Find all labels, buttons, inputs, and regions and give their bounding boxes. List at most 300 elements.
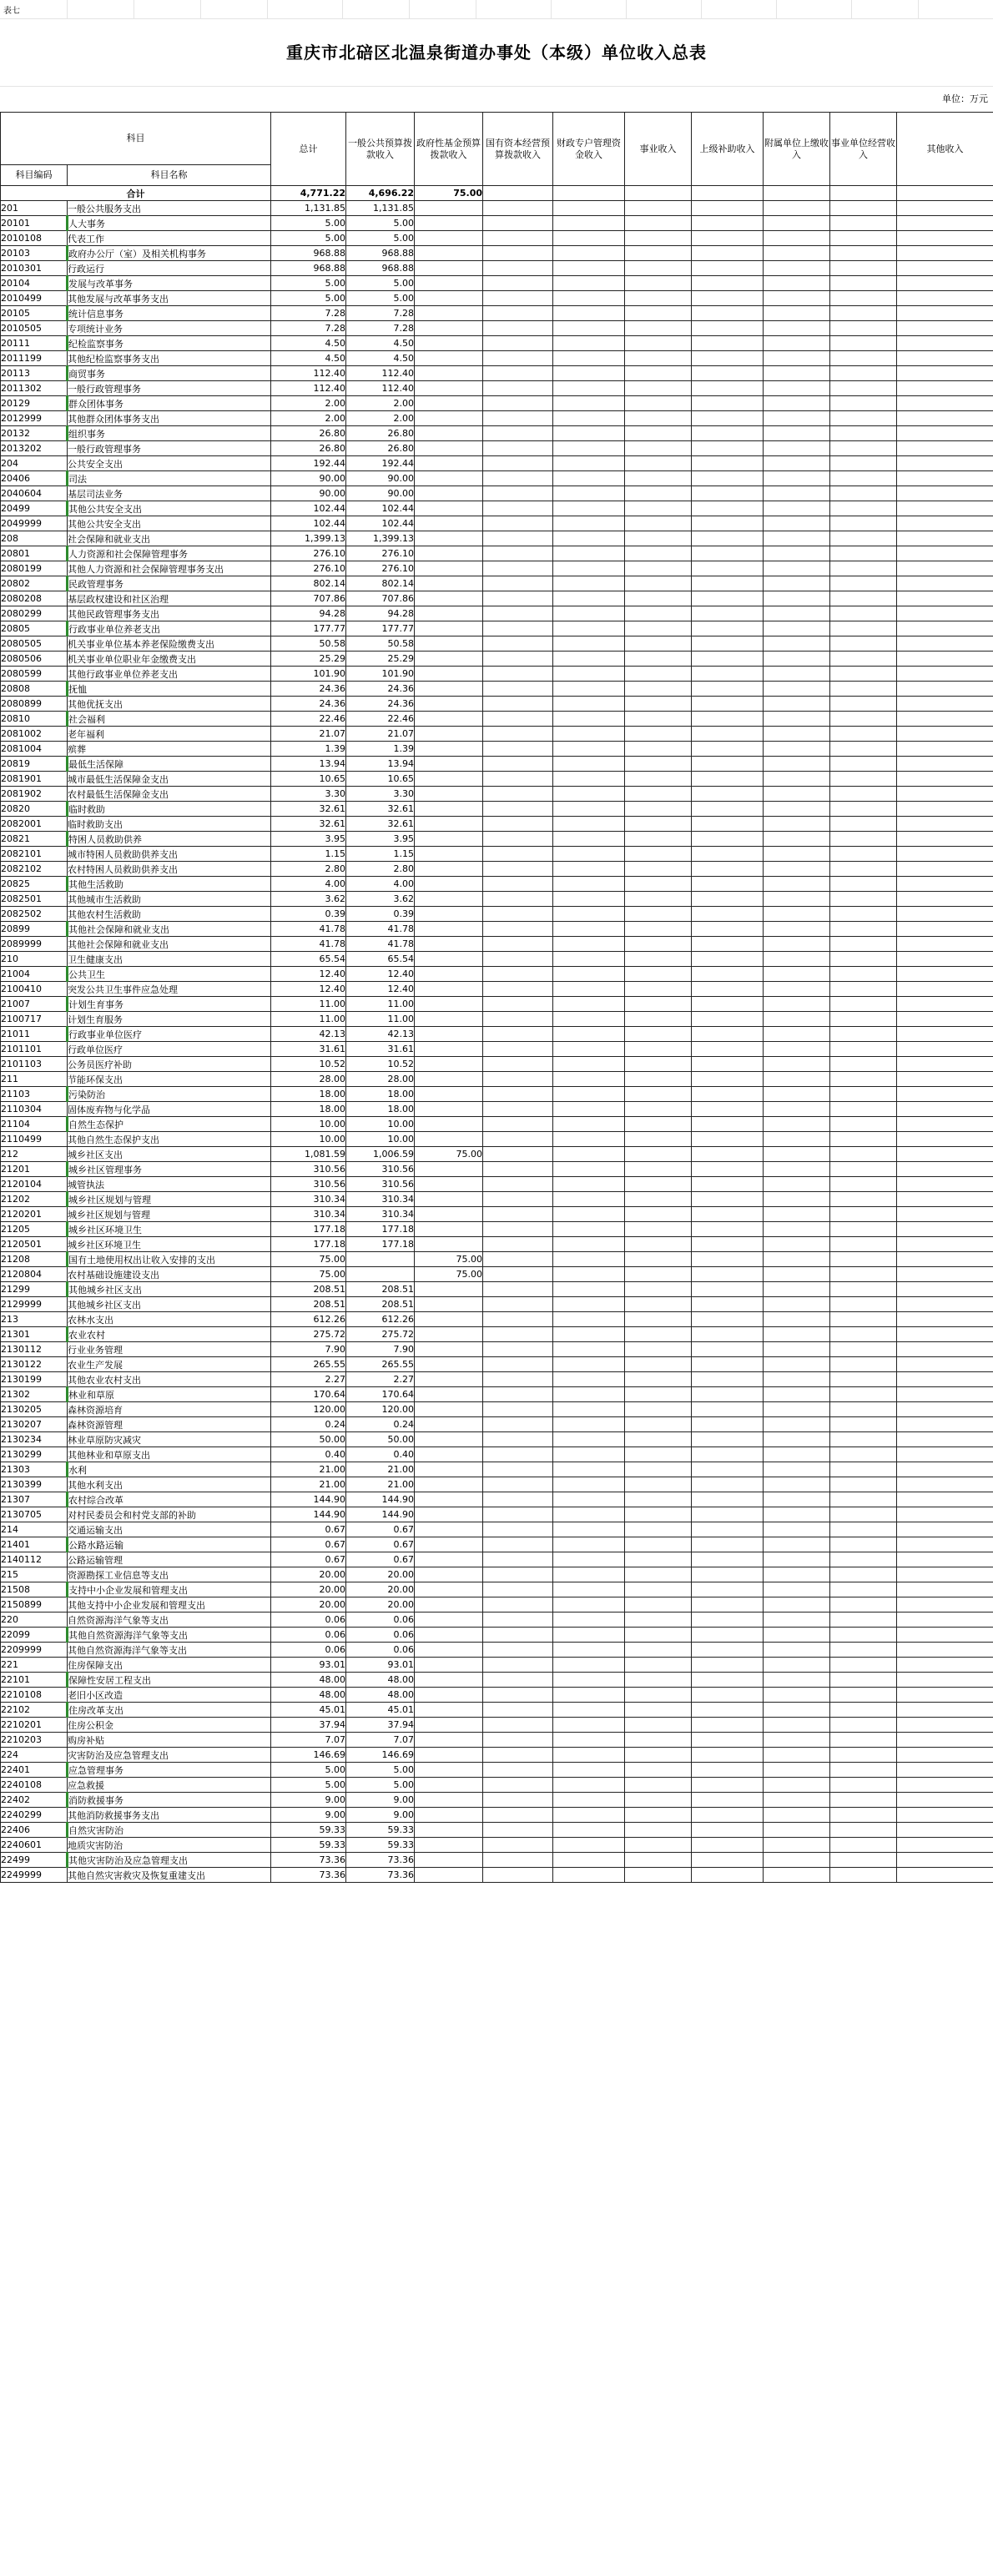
empty-cell [764, 1793, 830, 1808]
subject-code-cell: 21004 [1, 967, 68, 982]
empty-cell [830, 1177, 897, 1192]
subject-code-cell: 221 [1, 1658, 68, 1673]
empty-cell [692, 697, 764, 712]
table-row [1, 516, 993, 531]
empty-cell [830, 1087, 897, 1102]
general-budget-cell: 208.51 [346, 1282, 415, 1297]
subject-code-cell: 2210203 [1, 1733, 68, 1748]
empty-cell [897, 1117, 993, 1132]
empty-cell [830, 937, 897, 952]
table-row [1, 1282, 993, 1297]
empty-cell [764, 1222, 830, 1237]
empty-cell [553, 1282, 625, 1297]
empty-cell [764, 486, 830, 501]
empty-cell [625, 1838, 692, 1853]
total-cell: 112.40 [271, 381, 346, 396]
general-budget-cell: 310.34 [346, 1192, 415, 1207]
empty-cell [764, 652, 830, 667]
table-row [1, 1417, 993, 1432]
empty-cell [625, 486, 692, 501]
gov-fund-cell: 75.00 [415, 1267, 483, 1282]
subject-code-cell: 201 [1, 201, 68, 216]
empty-cell [625, 1252, 692, 1267]
empty-cell [625, 576, 692, 591]
subject-code-cell: 2010108 [1, 231, 68, 246]
empty-cell [764, 216, 830, 231]
sheet-top-row [0, 0, 993, 19]
empty-cell [830, 682, 897, 697]
empty-cell [764, 742, 830, 757]
empty-cell [692, 862, 764, 877]
empty-cell [625, 1868, 692, 1883]
empty-cell [553, 1192, 625, 1207]
empty-cell [625, 967, 692, 982]
empty-cell [692, 967, 764, 982]
empty-cell [830, 291, 897, 306]
empty-cell [553, 937, 625, 952]
subject-name-cell: 抚恤 [68, 682, 271, 697]
empty-cell [764, 441, 830, 456]
empty-cell [764, 1042, 830, 1057]
subject-name-cell: 人力资源和社会保障管理事务 [68, 546, 271, 561]
empty-cell [830, 1147, 897, 1162]
total-cell: 0.40 [271, 1447, 346, 1462]
empty-cell [553, 1087, 625, 1102]
subject-name-cell: 其他城乡社区支出 [68, 1282, 271, 1297]
table-row [1, 501, 993, 516]
empty-cell [830, 757, 897, 772]
empty-cell [553, 1613, 625, 1628]
empty-cell [625, 1462, 692, 1477]
empty-cell [897, 1613, 993, 1628]
empty-cell [483, 1477, 553, 1492]
empty-cell [553, 1597, 625, 1613]
empty-cell [625, 1507, 692, 1522]
empty-cell [692, 456, 764, 471]
subject-code-cell: 21104 [1, 1117, 68, 1132]
general-budget-cell: 7.90 [346, 1342, 415, 1357]
subject-code-cell: 20802 [1, 576, 68, 591]
subject-code-cell: 2130112 [1, 1342, 68, 1357]
subject-name-cell: 其他发展与改革事务支出 [68, 291, 271, 306]
empty-cell [625, 1162, 692, 1177]
subject-code-cell: 2082102 [1, 862, 68, 877]
gov-fund-cell [415, 1192, 483, 1207]
empty-cell [553, 1763, 625, 1778]
empty-cell [764, 1703, 830, 1718]
general-budget-cell: 21.00 [346, 1477, 415, 1492]
empty-cell [830, 967, 897, 982]
empty-cell [483, 561, 553, 576]
empty-cell [764, 847, 830, 862]
empty-cell [897, 396, 993, 411]
gov-fund-cell [415, 471, 483, 486]
gov-fund-cell [415, 1237, 483, 1252]
total-cell: 101.90 [271, 667, 346, 682]
empty-cell [764, 1147, 830, 1162]
empty-cell [830, 546, 897, 561]
empty-cell [692, 261, 764, 276]
empty-cell [483, 516, 553, 531]
gov-fund-cell [415, 1477, 483, 1492]
empty-cell [553, 1718, 625, 1733]
empty-cell [553, 1643, 625, 1658]
empty-cell [483, 922, 553, 937]
gov-fund-cell [415, 697, 483, 712]
empty-cell [897, 321, 993, 336]
subject-name-cell: 行业业务管理 [68, 1342, 271, 1357]
header-fiscal-special: 财政专户管理资金收入 [553, 113, 625, 186]
subject-code-cell: 2210108 [1, 1688, 68, 1703]
empty-cell [764, 576, 830, 591]
general-budget-cell: 7.28 [346, 321, 415, 336]
empty-cell [483, 1492, 553, 1507]
empty-cell [897, 306, 993, 321]
empty-cell [897, 276, 993, 291]
empty-cell [553, 636, 625, 652]
subject-name-cell: 行政运行 [68, 261, 271, 276]
header-business: 事业收入 [625, 113, 692, 186]
empty-cell [764, 1658, 830, 1673]
empty-cell [764, 1237, 830, 1252]
subject-code-cell: 2130234 [1, 1432, 68, 1447]
empty-cell [625, 276, 692, 291]
empty-cell [764, 1643, 830, 1658]
empty-cell [553, 1808, 625, 1823]
gov-fund-cell [415, 516, 483, 531]
empty-cell [764, 1132, 830, 1147]
general-budget-cell: 10.52 [346, 1057, 415, 1072]
empty-cell [764, 1057, 830, 1072]
total-cell: 12.40 [271, 967, 346, 982]
subject-code-cell: 21205 [1, 1222, 68, 1237]
table-number-label: 表七 [3, 7, 20, 16]
empty-cell [553, 486, 625, 501]
empty-cell [553, 952, 625, 967]
empty-cell [625, 621, 692, 636]
empty-cell [830, 261, 897, 276]
empty-cell [692, 802, 764, 817]
empty-cell [483, 1793, 553, 1808]
subject-code-cell: 2080505 [1, 636, 68, 652]
subject-code-cell: 212 [1, 1147, 68, 1162]
empty-cell [830, 621, 897, 636]
empty-cell [692, 636, 764, 652]
empty-cell [764, 877, 830, 892]
general-budget-cell: 9.00 [346, 1793, 415, 1808]
gov-fund-cell [415, 1823, 483, 1838]
gov-fund-cell: 75.00 [415, 1147, 483, 1162]
gov-fund-cell [415, 351, 483, 366]
general-budget-cell: 73.36 [346, 1868, 415, 1883]
table-row [1, 306, 993, 321]
subject-code-cell: 20821 [1, 832, 68, 847]
empty-cell [764, 1297, 830, 1312]
empty-cell [625, 1027, 692, 1042]
total-cell: 75.00 [271, 1267, 346, 1282]
empty-cell [897, 1417, 993, 1432]
total-cell: 9.00 [271, 1808, 346, 1823]
empty-cell [625, 952, 692, 967]
empty-cell [625, 772, 692, 787]
gov-fund-cell [415, 1012, 483, 1027]
general-budget-cell: 90.00 [346, 486, 415, 501]
empty-cell [483, 1552, 553, 1567]
empty-cell [830, 1072, 897, 1087]
column-divider [851, 0, 852, 18]
empty-cell [897, 1628, 993, 1643]
empty-cell [692, 1823, 764, 1838]
table-row [1, 1748, 993, 1763]
table-row [1, 667, 993, 682]
empty-cell [830, 396, 897, 411]
empty-cell [830, 516, 897, 531]
empty-cell [483, 1613, 553, 1628]
gov-fund-cell [415, 1222, 483, 1237]
empty-cell [897, 1267, 993, 1282]
empty-cell [553, 1312, 625, 1327]
empty-cell [830, 1372, 897, 1387]
empty-cell [692, 291, 764, 306]
total-cell: 265.55 [271, 1357, 346, 1372]
empty-cell [830, 1327, 897, 1342]
subject-code-cell: 2080299 [1, 606, 68, 621]
subject-name-cell: 支持中小企业发展和管理支出 [68, 1582, 271, 1597]
general-budget-cell: 2.27 [346, 1372, 415, 1387]
empty-cell [897, 1793, 993, 1808]
general-budget-cell: 26.80 [346, 441, 415, 456]
empty-cell [830, 1477, 897, 1492]
empty-cell [553, 1673, 625, 1688]
gov-fund-cell [415, 1718, 483, 1733]
general-budget-cell: 20.00 [346, 1567, 415, 1582]
total-cell: 0.24 [271, 1417, 346, 1432]
subject-name-cell: 其他支持中小企业发展和管理支出 [68, 1597, 271, 1613]
gov-fund-cell [415, 997, 483, 1012]
table-row [1, 1823, 993, 1838]
empty-cell [764, 291, 830, 306]
empty-cell [897, 997, 993, 1012]
general-budget-cell: 276.10 [346, 546, 415, 561]
empty-cell [553, 561, 625, 576]
empty-cell [483, 1027, 553, 1042]
table-row [1, 712, 993, 727]
empty-cell [483, 1733, 553, 1748]
empty-cell [625, 1402, 692, 1417]
empty-cell [692, 1432, 764, 1447]
empty-cell [483, 246, 553, 261]
subject-name-cell: 农业农村 [68, 1327, 271, 1342]
empty-cell [830, 1838, 897, 1853]
total-cell: 41.78 [271, 922, 346, 937]
table-row [1, 381, 993, 396]
empty-cell [553, 907, 625, 922]
empty-cell [692, 757, 764, 772]
gov-fund-cell [415, 1327, 483, 1342]
table-row [1, 1688, 993, 1703]
table-row [1, 1673, 993, 1688]
empty-cell [625, 1357, 692, 1372]
empty-cell [483, 501, 553, 516]
table-row [1, 1102, 993, 1117]
empty-cell [830, 1417, 897, 1432]
gov-fund-cell [415, 486, 483, 501]
empty-cell [830, 576, 897, 591]
total-cell: 3.30 [271, 787, 346, 802]
empty-cell [625, 1327, 692, 1342]
empty-cell [830, 1252, 897, 1267]
empty-cell [553, 1733, 625, 1748]
empty-cell [553, 591, 625, 606]
empty-cell [483, 186, 553, 201]
empty-cell [625, 591, 692, 606]
total-cell: 707.86 [271, 591, 346, 606]
gov-fund-cell [415, 817, 483, 832]
subject-code-cell: 2130299 [1, 1447, 68, 1462]
empty-cell [764, 186, 830, 201]
total-cell: 24.36 [271, 682, 346, 697]
empty-cell [764, 396, 830, 411]
empty-cell [764, 381, 830, 396]
subject-code-cell: 224 [1, 1748, 68, 1763]
empty-cell [692, 501, 764, 516]
empty-cell [483, 606, 553, 621]
empty-cell [897, 862, 993, 877]
subject-code-cell: 21299 [1, 1282, 68, 1297]
empty-cell [897, 1042, 993, 1057]
gov-fund-cell [415, 802, 483, 817]
empty-cell [483, 967, 553, 982]
empty-cell [553, 682, 625, 697]
empty-cell [553, 306, 625, 321]
empty-cell [553, 1778, 625, 1793]
general-budget-cell: 4.50 [346, 336, 415, 351]
empty-cell [483, 1162, 553, 1177]
total-cell: 177.18 [271, 1237, 346, 1252]
empty-cell [553, 1522, 625, 1537]
empty-cell [625, 1267, 692, 1282]
total-cell: 3.95 [271, 832, 346, 847]
empty-cell [830, 1207, 897, 1222]
subject-code-cell: 22406 [1, 1823, 68, 1838]
empty-cell [553, 1462, 625, 1477]
total-cell: 59.33 [271, 1823, 346, 1838]
total-cell: 73.36 [271, 1868, 346, 1883]
table-row [1, 246, 993, 261]
empty-cell [553, 576, 625, 591]
total-cell: 26.80 [271, 441, 346, 456]
gov-fund-cell [415, 982, 483, 997]
gov-fund-cell [415, 1042, 483, 1057]
gov-fund-cell [415, 1688, 483, 1703]
gov-fund-cell [415, 531, 483, 546]
empty-cell [553, 967, 625, 982]
column-divider [701, 0, 702, 18]
subject-code-cell: 20103 [1, 246, 68, 261]
empty-cell [897, 1838, 993, 1853]
empty-cell [897, 757, 993, 772]
subject-name-cell: 农业生产发展 [68, 1357, 271, 1372]
empty-cell [625, 1613, 692, 1628]
total-cell: 10.52 [271, 1057, 346, 1072]
subject-code-cell: 22101 [1, 1673, 68, 1688]
empty-cell [483, 1658, 553, 1673]
empty-cell [553, 1402, 625, 1417]
empty-cell [897, 1282, 993, 1297]
empty-cell [897, 336, 993, 351]
empty-cell [692, 336, 764, 351]
general-budget-cell: 1.39 [346, 742, 415, 757]
table-row [1, 366, 993, 381]
header-general-budget: 一般公共预算拨款收入 [346, 113, 415, 186]
empty-cell [830, 982, 897, 997]
subject-code-cell: 2120104 [1, 1177, 68, 1192]
empty-cell [625, 1072, 692, 1087]
empty-cell [553, 922, 625, 937]
subject-name-cell: 机关事业单位职业年金缴费支出 [68, 652, 271, 667]
table-row [1, 862, 993, 877]
unit-row [0, 87, 993, 112]
empty-cell [625, 1853, 692, 1868]
subject-name-cell: 农村综合改革 [68, 1492, 271, 1507]
subject-code-cell: 20129 [1, 396, 68, 411]
empty-cell [764, 982, 830, 997]
empty-cell [897, 652, 993, 667]
empty-cell [553, 1477, 625, 1492]
empty-cell [830, 1117, 897, 1132]
gov-fund-cell [415, 1402, 483, 1417]
general-budget-cell: 0.06 [346, 1643, 415, 1658]
empty-cell [764, 1102, 830, 1117]
gov-fund-cell [415, 1658, 483, 1673]
empty-cell [553, 1567, 625, 1582]
general-budget-cell: 45.01 [346, 1703, 415, 1718]
general-budget-cell: 4,696.22 [346, 186, 415, 201]
subject-code-cell: 21302 [1, 1387, 68, 1402]
general-budget-cell: 10.00 [346, 1132, 415, 1147]
empty-cell [553, 1267, 625, 1282]
empty-cell [483, 1297, 553, 1312]
empty-cell [483, 937, 553, 952]
empty-cell [483, 1417, 553, 1432]
subject-name-cell: 城乡社区支出 [68, 1147, 271, 1162]
total-cell: 32.61 [271, 802, 346, 817]
empty-cell [764, 1207, 830, 1222]
empty-cell [483, 576, 553, 591]
total-cell: 102.44 [271, 501, 346, 516]
subject-code-cell: 2130207 [1, 1417, 68, 1432]
table-row [1, 1207, 993, 1222]
empty-cell [830, 276, 897, 291]
subject-code-cell: 20111 [1, 336, 68, 351]
empty-cell [764, 817, 830, 832]
subject-name-cell: 地质灾害防治 [68, 1838, 271, 1853]
empty-cell [830, 1102, 897, 1117]
subject-name-cell: 群众团体事务 [68, 396, 271, 411]
empty-cell [692, 276, 764, 291]
subject-name-cell: 临时救助 [68, 802, 271, 817]
subject-code-cell: 2080208 [1, 591, 68, 606]
empty-cell [483, 1402, 553, 1417]
general-budget-cell: 90.00 [346, 471, 415, 486]
subject-code-cell: 21508 [1, 1582, 68, 1597]
subject-code-cell: 2249999 [1, 1868, 68, 1883]
total-cell: 10.00 [271, 1117, 346, 1132]
total-cell: 102.44 [271, 516, 346, 531]
total-cell: 42.13 [271, 1027, 346, 1042]
subject-name-cell: 最低生活保障 [68, 757, 271, 772]
gov-fund-cell [415, 742, 483, 757]
